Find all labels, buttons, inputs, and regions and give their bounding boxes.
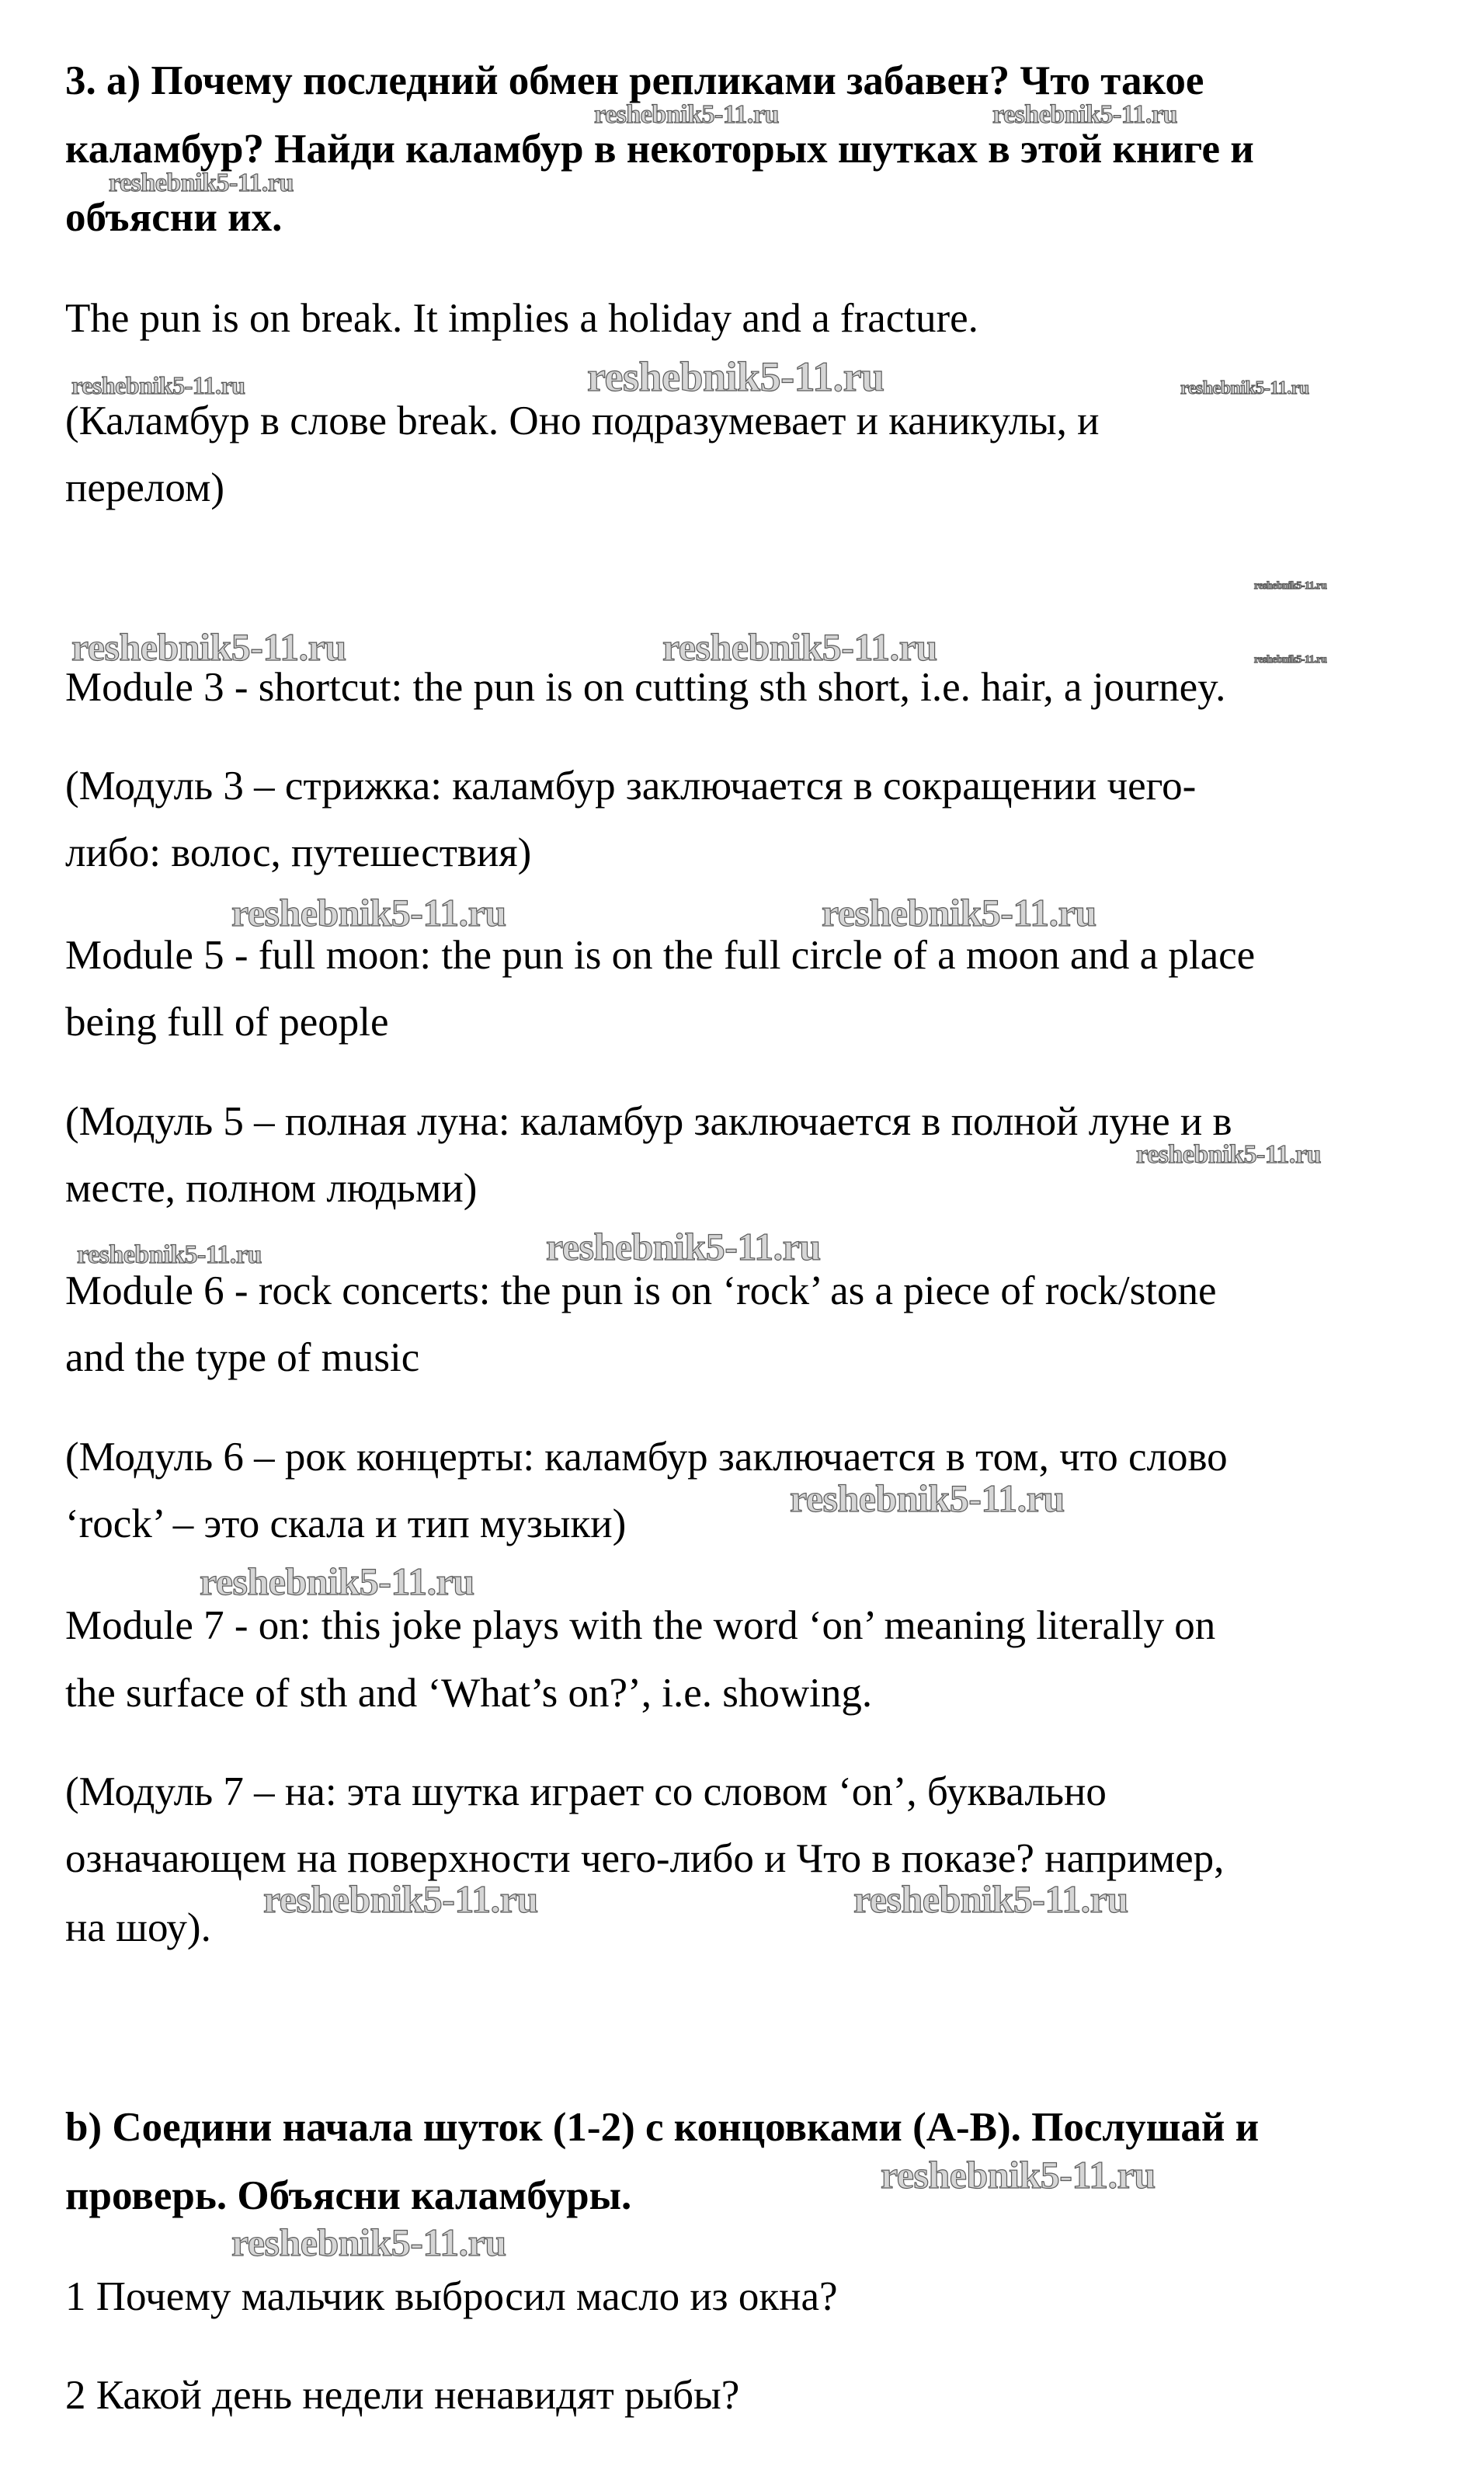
watermark: reshebnik5-11.ru	[109, 169, 294, 197]
task-b-heading: проверь. Объясни каламбуры.	[65, 2173, 632, 2218]
watermark: reshebnik5-11.ru	[587, 353, 884, 400]
answer-line: Module 5 - full moon: the pun is on the full circle of a moon and a place	[65, 933, 1256, 978]
watermark: reshebnik5-11.ru	[992, 100, 1177, 129]
answer-line: (Модуль 3 – стрижка: каламбур заключается в сокращении чего-	[65, 763, 1197, 809]
task-a-heading: 3. а) Почему последний обмен репликами забавен? Что такое	[65, 58, 1204, 103]
task-a-heading: каламбур? Найди каламбур в некоторых шутках в этой книге и	[65, 127, 1254, 172]
answer-line: and the type of music	[65, 1335, 420, 1380]
joke-question: 1 Почему мальчик выбросил масло из окна?	[65, 2274, 838, 2319]
watermark: reshebnik5-11.ru	[231, 2221, 506, 2264]
watermark: reshebnik5-11.ru	[263, 1877, 538, 1921]
watermark: reshebnik5-11.ru	[546, 1225, 821, 1268]
task-b-heading: b) Соедини начала шуток (1-2) с концовками (A-B). Послушай и	[65, 2105, 1260, 2150]
answer-line: либо: волос, путешествия)	[65, 830, 532, 875]
answer-line: означающем на поверхности чего-либо и Что в показе? например,	[65, 1836, 1225, 1881]
answer-line: ‘rock’ – это скала и тип музыки)	[65, 1501, 627, 1546]
watermark: reshebnik5-11.ru	[594, 100, 779, 129]
watermark: reshebnik5-11.ru	[200, 1560, 474, 1603]
answer-line: Module 6 - rock concerts: the pun is on ‘rock’ as a piece of rock/stone	[65, 1268, 1217, 1313]
answer-line: (Модуль 7 – на: эта шутка играет со словом ‘on’, буквально	[65, 1769, 1107, 1814]
watermark: reshebnik5-11.ru	[881, 2153, 1156, 2196]
watermark: reshebnik5-11.ru	[71, 371, 245, 399]
watermark: reshebnik5-11.ru	[1254, 580, 1327, 592]
answer-line: (Модуль 5 – полная луна: каламбур заключается в полной луне и в	[65, 1099, 1232, 1144]
watermark: reshebnik5-11.ru	[822, 891, 1096, 934]
answer-line: the surface of sth and ‘What’s on?’, i.e. showing.	[65, 1671, 873, 1716]
task-a-heading: объясни их.	[65, 195, 283, 240]
answer-line: месте, полном людьми)	[65, 1166, 478, 1211]
answer-line: перелом)	[65, 465, 225, 510]
answer-line: being full of people	[65, 1000, 389, 1045]
answer-line: (Каламбур в слове break. Оно подразумевает и каникулы, и	[65, 398, 1100, 443]
watermark: reshebnik5-11.ru	[790, 1476, 1065, 1520]
answer-line: Module 7 - on: this joke plays with the word ‘on’ meaning literally on	[65, 1603, 1216, 1648]
answer-line: на шоу).	[65, 1905, 211, 1950]
watermark: reshebnik5-11.ru	[71, 625, 346, 669]
answer-line: (Модуль 6 – рок концерты: каламбур заключается в том, что слово	[65, 1435, 1228, 1480]
watermark: reshebnik5-11.ru	[1254, 654, 1327, 666]
watermark: reshebnik5-11.ru	[77, 1240, 262, 1269]
watermark: reshebnik5-11.ru	[662, 625, 937, 669]
watermark: reshebnik5-11.ru	[853, 1877, 1128, 1921]
answer-line: Module 3 - shortcut: the pun is on cutting sth short, i.e. hair, a journey.	[65, 665, 1226, 710]
joke-question: 2 Какой день недели ненавидят рыбы?	[65, 2373, 740, 2418]
answer-line: The pun is on break. It implies a holiday and a fracture.	[65, 296, 978, 341]
watermark: reshebnik5-11.ru	[231, 891, 506, 934]
watermark: reshebnik5-11.ru	[1136, 1140, 1321, 1169]
watermark: reshebnik5-11.ru	[1180, 378, 1309, 398]
